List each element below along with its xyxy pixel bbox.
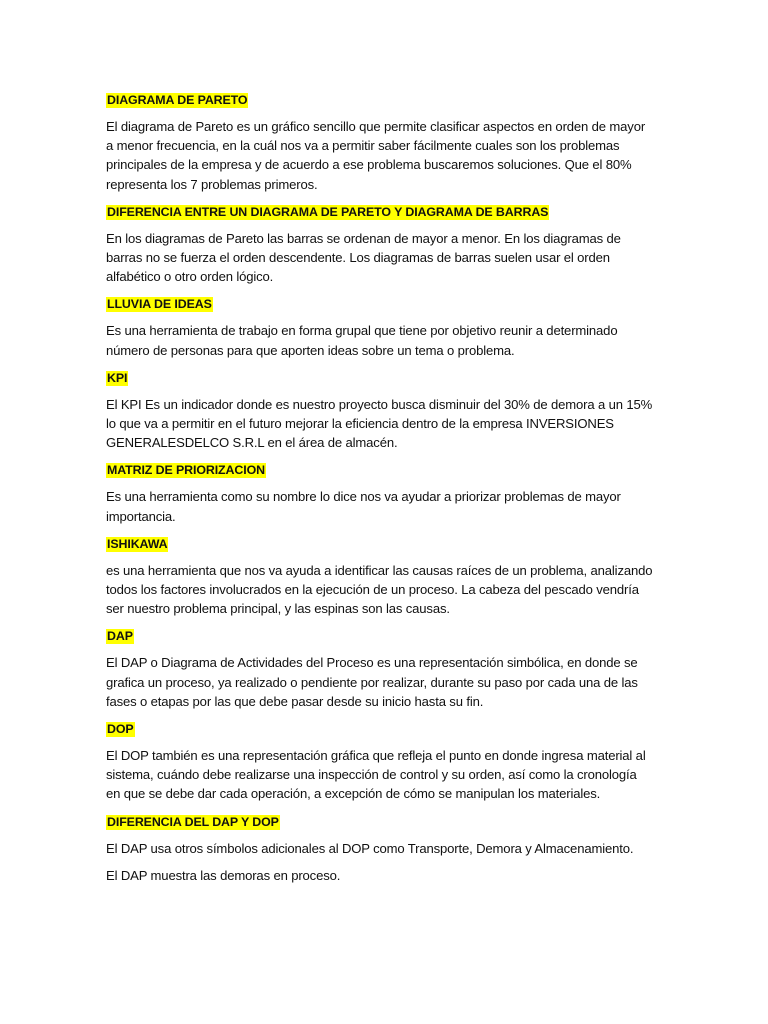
section-heading: DIAGRAMA DE PARETO — [107, 93, 248, 107]
section-heading: MATRIZ DE PRIORIZACION — [107, 463, 265, 478]
section-heading: KPI — [107, 370, 128, 385]
section-paragraph: Es una herramienta como su nombre lo dice nos va ayudar a priorizar problemas de mayor importancia. — [106, 489, 621, 524]
document-body — [106, 90, 654, 893]
section-paragraph: El DAP usa otros símbolos adicionales al DOP como Transporte, Demora y Almacenamiento. — [106, 840, 634, 856]
section-heading: LLUVIA DE IDEAS — [107, 297, 212, 312]
section-paragraph: El DAP o Diagrama de Actividades del Proceso es una representación simbólica, en donde se grafica un proceso, ya realizado o pendiente por realizar, durante su paso por cada una de las fases o etapas por las que debe pasar desde su inicio hasta su fin. — [106, 655, 638, 709]
section-dop — [106, 719, 654, 804]
section-diagrama-de-pareto — [106, 90, 654, 194]
section-kpi — [106, 368, 654, 453]
section-paragraph: El diagrama de Pareto es un gráfico sencillo que permite clasificar aspectos en orden de mayor a menor frecuencia, en la cuál nos va a permitir saber fácilmente cuales son los problemas principales de la empresa y de acuerdo a ese problema buscaremos soluciones. Que el 80% representa los 7 problemas primeros. — [106, 119, 646, 192]
section-heading: DAP — [107, 629, 133, 644]
section-heading: DIFERENCIA ENTRE UN DIAGRAMA DE PARETO Y DIAGRAMA DE BARRAS — [107, 204, 549, 219]
section-dap — [106, 626, 654, 711]
section-heading: DOP — [107, 722, 134, 737]
section-paragraph: El DAP muestra las demoras en proceso. — [106, 867, 341, 883]
section-paragraph: El DOP también es una representación gráfica que refleja el punto en donde ingresa material al sistema, cuándo debe realizarse una inspección de control y su orden, así como la cronología en que se debe dar cada operación, a excepción de cómo se manipulan los materiales. — [106, 748, 646, 802]
section-lluvia-de-ideas — [106, 294, 654, 359]
section-paragraph: Es una herramienta de trabajo en forma grupal que tiene por objetivo reunir a determinado número de personas para que aporten ideas sobre un tema o problema. — [106, 323, 618, 358]
section-diferencia-pareto-barras — [106, 202, 654, 287]
section-diferencia-dap-dop — [106, 812, 654, 885]
section-paragraph: En los diagramas de Pareto las barras se ordenan de mayor a menor. En los diagramas de barras no se fuerza el orden descendente. Los diagramas de barras suelen usar el orden alfabético o otro orden lógico. — [106, 230, 621, 285]
section-paragraph: El KPI Es un indicador donde es nuestro proyecto busca disminuir del 30% de demora a un 15% lo que va a permitir en el futuro mejorar la eficiencia dentro de la empresa INVERSIONES GENERALESDELCO S.R.L en el área de almacén. — [106, 396, 653, 451]
section-ishikawa — [106, 534, 654, 619]
section-paragraph: es una herramienta que nos va ayuda a identificar las causas raíces de un problema, analizando todos los factores involucrados en la ejecución de un proceso. La cabeza del pescado vendría ser nuestro problema principal, y las espinas son las causas. — [106, 562, 653, 617]
section-heading: DIFERENCIA DEL DAP Y DOP — [107, 814, 279, 829]
section-heading: ISHIKAWA — [107, 536, 168, 551]
section-matriz-de-priorizacion — [106, 460, 654, 525]
